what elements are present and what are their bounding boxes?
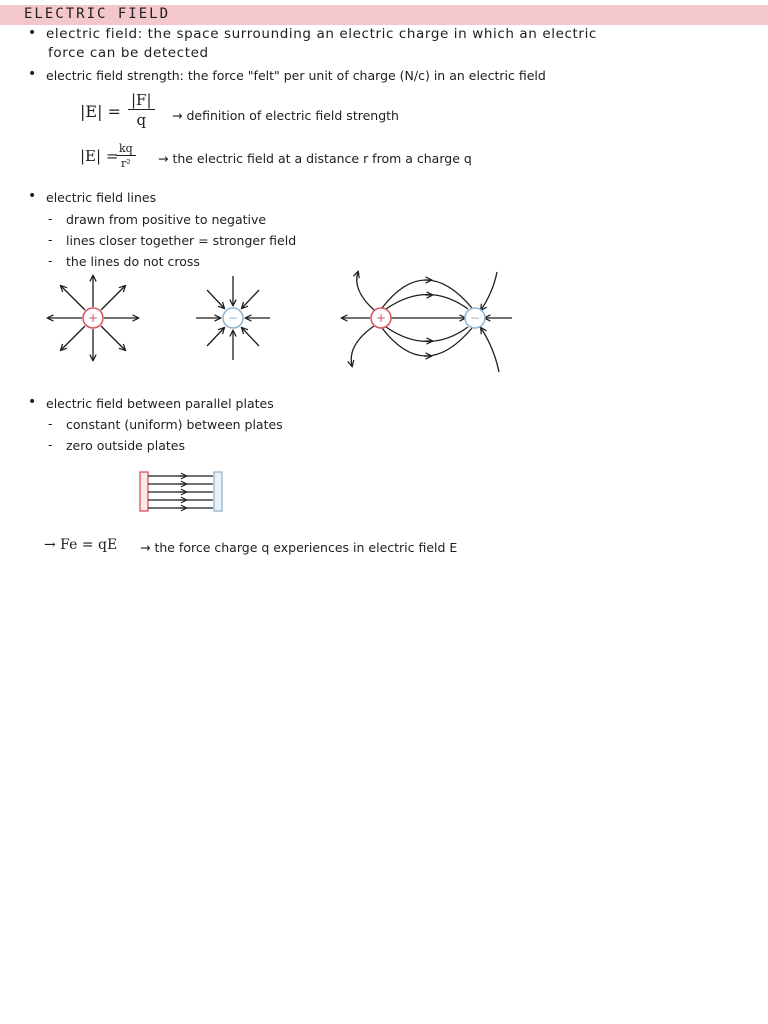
definition-electric-field-cont: force can be detected xyxy=(48,45,209,61)
bullet-dot: • xyxy=(28,25,37,41)
list-dash: - xyxy=(48,253,53,268)
list-dash: - xyxy=(48,437,53,452)
positive-plate xyxy=(140,472,148,511)
definition-electric-field: electric field: the space surrounding an electric charge in which an electric xyxy=(46,26,597,42)
page-title: ELECTRIC FIELD xyxy=(24,6,171,22)
field-lines-item-3: the lines do not cross xyxy=(66,254,200,269)
list-dash: - xyxy=(48,211,53,226)
eq2-denominator: r² xyxy=(121,157,131,170)
eq1-lhs: |E| = xyxy=(80,102,121,121)
plates-item-2: zero outside plates xyxy=(66,438,185,453)
eq1-note: → definition of electric field strength xyxy=(172,108,399,123)
force-equation: → Fe = qE xyxy=(44,537,118,553)
list-dash: - xyxy=(48,232,53,247)
field-lines-heading: electric field lines xyxy=(46,190,157,205)
eq1-denominator: q xyxy=(136,111,147,129)
negative-plate xyxy=(214,472,222,511)
field-lines-item-1: drawn from positive to negative xyxy=(66,212,267,227)
plates-item-1: constant (uniform) between plates xyxy=(66,417,283,432)
negative-charge-sign: − xyxy=(227,311,239,325)
force-equation-note: → the force charge q experiences in electric field E xyxy=(140,540,458,555)
eq2-numerator: kq xyxy=(116,142,136,156)
dipole-field-diagram xyxy=(342,272,512,372)
plates-heading: electric field between parallel plates xyxy=(46,396,274,411)
field-lines-item-2: lines closer together = stronger field xyxy=(66,233,297,248)
definition-field-strength: electric field strength: the force "felt" per unit of charge (N/c) in an electric field xyxy=(46,68,546,83)
dipole-negative-sign: − xyxy=(469,311,481,325)
parallel-plates-diagram xyxy=(140,472,222,511)
bullet-dot: • xyxy=(28,188,37,204)
list-dash: - xyxy=(48,416,53,431)
positive-charge-sign: + xyxy=(87,311,99,325)
dipole-positive-sign: + xyxy=(375,311,387,325)
eq2-note: → the electric field at a distance r from a charge q xyxy=(158,151,472,166)
bullet-dot: • xyxy=(28,66,37,82)
eq2-lhs: |E| = xyxy=(80,147,119,165)
eq1-numerator: |F| xyxy=(128,91,155,110)
bullet-dot: • xyxy=(28,394,37,410)
